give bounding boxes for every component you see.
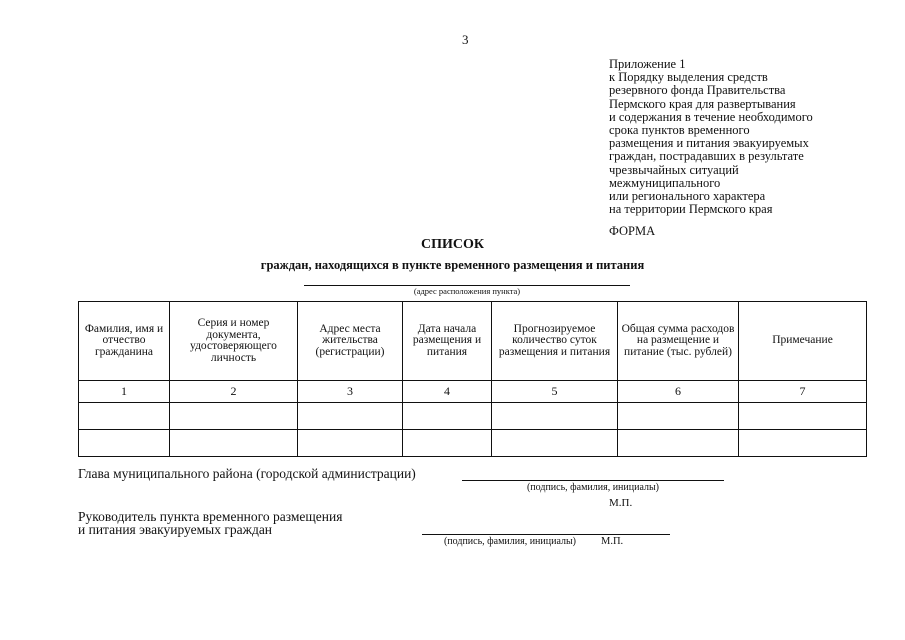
appendix-line: и содержания в течение необходимого	[609, 109, 813, 124]
head-signature-line	[462, 480, 724, 481]
column-number: 5	[492, 381, 618, 403]
page-number: 3	[462, 32, 469, 47]
appendix-line: или регионального характера	[609, 189, 766, 204]
document-title: СПИСОК	[420, 237, 485, 252]
column-number: 2	[170, 381, 298, 403]
table-cell	[298, 403, 403, 430]
table-cell	[403, 430, 492, 457]
appendix-block	[609, 58, 813, 216]
table-cell	[170, 403, 298, 430]
column-number: 1	[79, 381, 170, 403]
head-signature-label: Глава муниципального района (городской администрации)	[78, 466, 416, 481]
manager-signature-label	[78, 510, 342, 536]
head-stamp-label: М.П.	[609, 497, 633, 509]
appendix-line: к Порядку выделения средств	[609, 70, 768, 85]
header-days: Прогнозируемое количество суток размещения и питания	[492, 302, 618, 381]
head-signature-caption: (подпись, фамилия, инициалы)	[526, 482, 660, 493]
table-cell	[79, 403, 170, 430]
table-cell	[618, 430, 739, 457]
header-full-name: Фамилия, имя и отчество гражданина	[79, 302, 170, 381]
table-cell	[739, 430, 867, 457]
table-cell	[618, 403, 739, 430]
address-caption: (адрес расположения пункта)	[413, 286, 521, 296]
column-number: 4	[403, 381, 492, 403]
appendix-line: срока пунктов временного	[609, 123, 750, 138]
column-number: 3	[298, 381, 403, 403]
header-total-cost: Общая сумма расходов на размещение и питание (тыс. рублей)	[618, 302, 739, 381]
appendix-line: чрезвычайных ситуаций	[609, 162, 739, 177]
document-subtitle: граждан, находящихся в пункте временного размещения и питания	[260, 258, 645, 272]
header-start-date: Дата начала размещения и питания	[403, 302, 492, 381]
table-header-row	[79, 302, 867, 381]
manager-signature-line	[422, 534, 670, 535]
citizens-table	[78, 301, 867, 457]
manager-label-line: Руководитель пункта временного размещения	[78, 509, 343, 524]
appendix-line: размещения и питания эвакуируемых	[609, 136, 809, 151]
manager-signature-caption: (подпись, фамилия, инициалы)	[443, 536, 577, 547]
form-label: ФОРМА	[609, 224, 656, 238]
manager-label-line: и питания эвакуируемых граждан	[78, 522, 273, 537]
table-cell	[492, 430, 618, 457]
header-document: Серия и номер документа, удостоверяющего личность	[170, 302, 298, 381]
appendix-line: резервного фонда Правительства	[609, 83, 786, 98]
appendix-line: Приложение 1	[609, 57, 686, 71]
table-number-row	[79, 381, 867, 403]
table-cell	[170, 430, 298, 457]
appendix-line: межмуниципального	[609, 175, 721, 190]
column-number: 7	[739, 381, 867, 403]
table-cell	[79, 430, 170, 457]
column-number: 6	[618, 381, 739, 403]
manager-stamp-label: М.П.	[601, 536, 624, 547]
table-cell	[403, 403, 492, 430]
appendix-line: граждан, пострадавших в результате	[609, 149, 804, 164]
appendix-line: на территории Пермского края	[609, 202, 773, 217]
appendix-line: Пермского края для развертывания	[609, 96, 796, 111]
header-note: Примечание	[739, 302, 867, 381]
table-row	[79, 403, 867, 430]
header-address: Адрес места жительства (регистрации)	[298, 302, 403, 381]
table-cell	[492, 403, 618, 430]
table-cell	[298, 430, 403, 457]
table-cell	[739, 403, 867, 430]
table-row	[79, 430, 867, 457]
